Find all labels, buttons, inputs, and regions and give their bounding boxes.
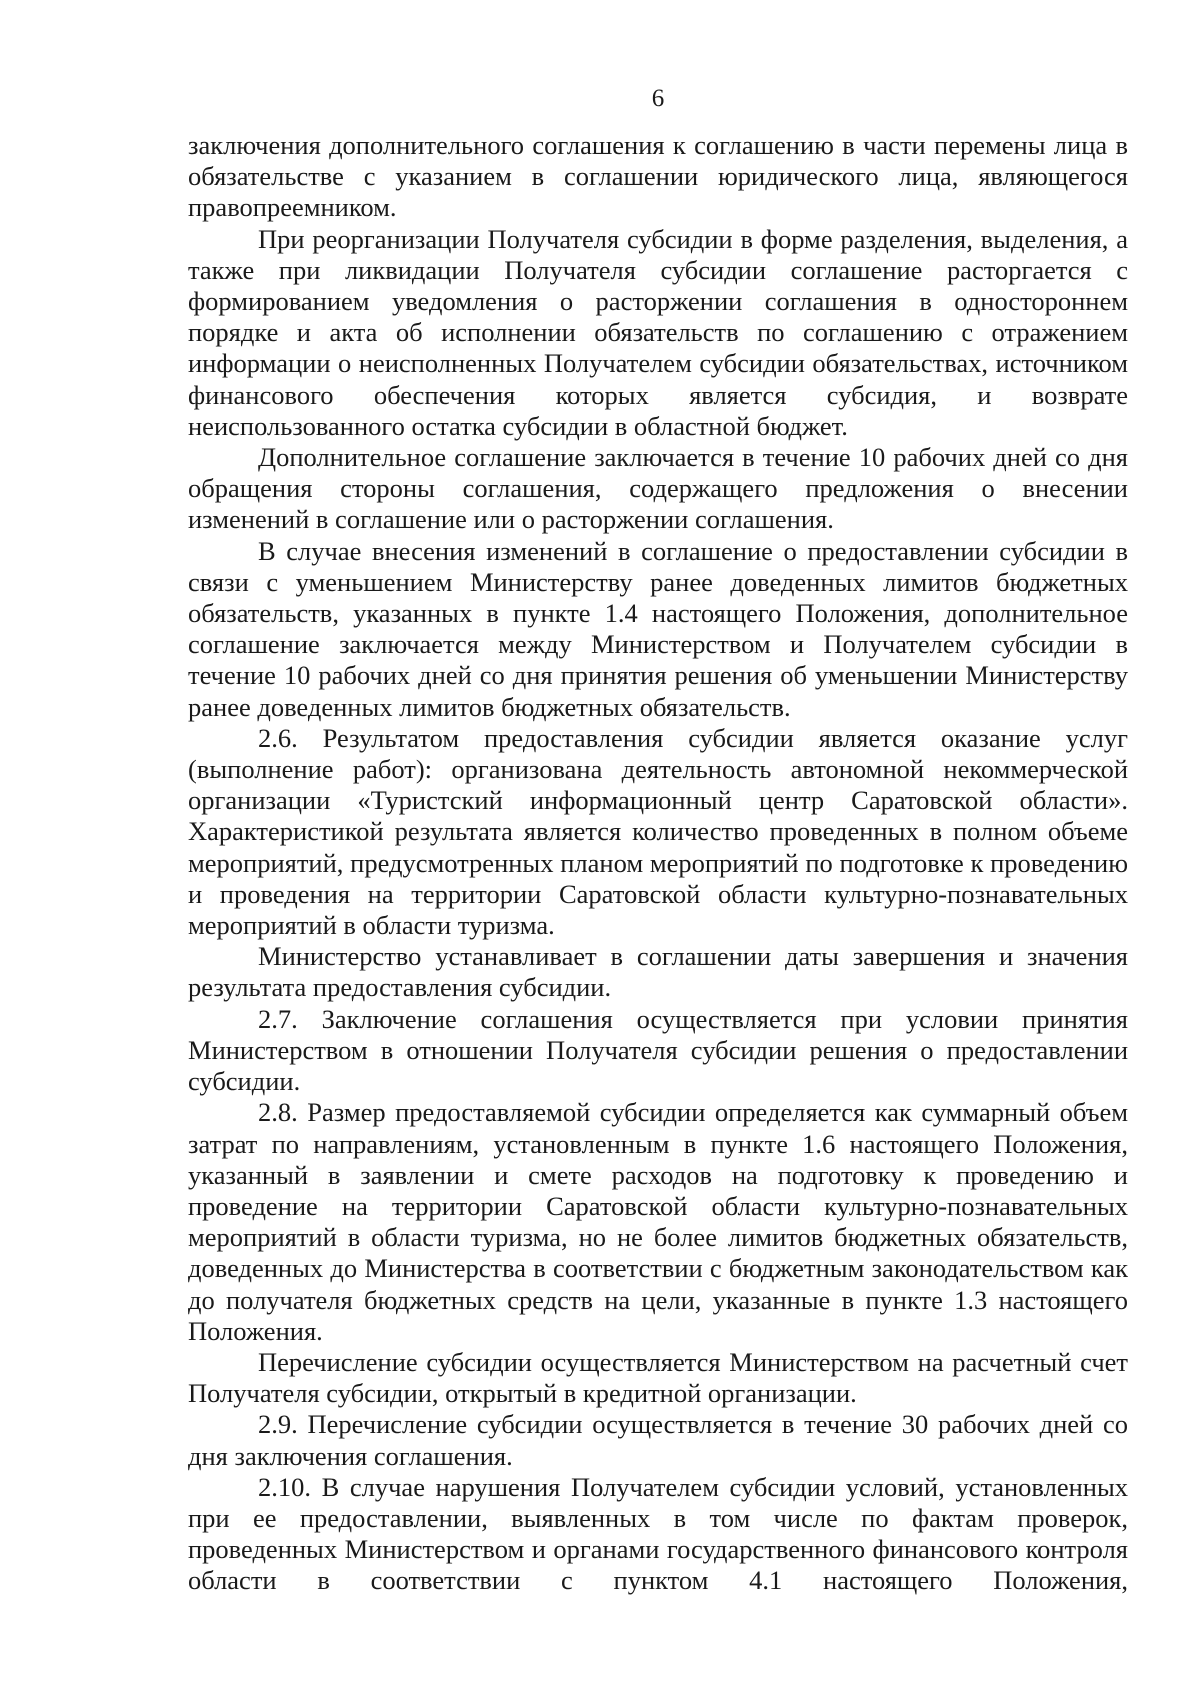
paragraph-2-9: 2.9. Перечисление субсидии осуществляется в течение 30 рабочих дней со дня заключения соглашения. [188, 1409, 1128, 1471]
paragraph-2-7: 2.7. Заключение соглашения осуществляется при условии принятия Министерством в отношении Получателя субсидии решения о предоставлении субсидии. [188, 1003, 1128, 1097]
paragraph-limits-reduction: В случае внесения изменений в соглашение о предоставлении субсидии в связи с уменьшением Министерству ранее доведенных лимитов бюджетных обязательств, указанных в пункте 1.4 настоящего Положения, дополнительное соглашение заключается между Министерством и Получателем субсидии в течение 10 рабочих дней со дня принятия решения об уменьшении Министерству ранее доведенных лимитов бюджетных обязательств. [188, 535, 1128, 722]
paragraph-result-dates: Министерство устанавливает в соглашении даты завершения и значения результата предоставления субсидии. [188, 941, 1128, 1003]
paragraph-reorganization: При реорганизации Получателя субсидии в форме разделения, выделения, а также при ликвидации Получателя субсидии соглашение расторгается с формированием уведомления о расторжении соглашения в одностороннем порядке и акта об исполнении обязательств по соглашению с отражением информации о неисполненных Получателем субсидии обязательствах, источником финансового обеспечения которых является субсидия, и возврате неиспользованного остатка субсидии в областной бюджет. [188, 223, 1128, 441]
paragraph-transfer-account: Перечисление субсидии осуществляется Министерством на расчетный счет Получателя субсидии, открытый в кредитной организации. [188, 1346, 1128, 1409]
page-number: 6 [651, 85, 665, 112]
document-body [188, 130, 1128, 1597]
paragraph-2-8: 2.8. Размер предоставляемой субсидии определяется как суммарный объем затрат по направлениям, установленным в пункте 1.6 настоящего Положения, указанный в заявлении и смете расходов на подготовку к проведению и проведение на территории Саратовской области культурно-познавательных мероприятий в области туризма, но не более лимитов бюджетных обязательств, доведенных до Министерства в соответствии с бюджетным законодательством как до получателя бюджетных средств на цели, указанные в пункте 1.3 настоящего Положения. [188, 1097, 1128, 1346]
paragraph-additional-agreement: Дополнительное соглашение заключается в течение 10 рабочих дней со дня обращения стороны соглашения, содержащего предложения о внесении изменений в соглашение или о расторжении соглашения. [188, 442, 1128, 535]
paragraph-continuation: заключения дополнительного соглашения к соглашению в части перемены лица в обязательстве с указанием в соглашении юридического лица, являющегося правопреемником. [188, 130, 1128, 223]
paragraph-2-6: 2.6. Результатом предоставления субсидии является оказание услуг (выполнение работ): организована деятельность автономной некоммерческой организации «Туристский информационный центр Саратовской области». Характеристикой результата является количество проведенных в полном объеме мероприятий, предусмотренных планом мероприятий по подготовке к проведению и проведения на территории Саратовской области культурно-познавательных мероприятий в области туризма. [188, 722, 1128, 941]
paragraph-2-10: 2.10. В случае нарушения Получателем субсидии условий, установленных при ее предоставлении, выявленных в том числе по фактам проверок, проведенных Министерством и органами государственного финансового контроля области в соответствии с пунктом 4.1 настоящего Положения, [188, 1471, 1128, 1596]
